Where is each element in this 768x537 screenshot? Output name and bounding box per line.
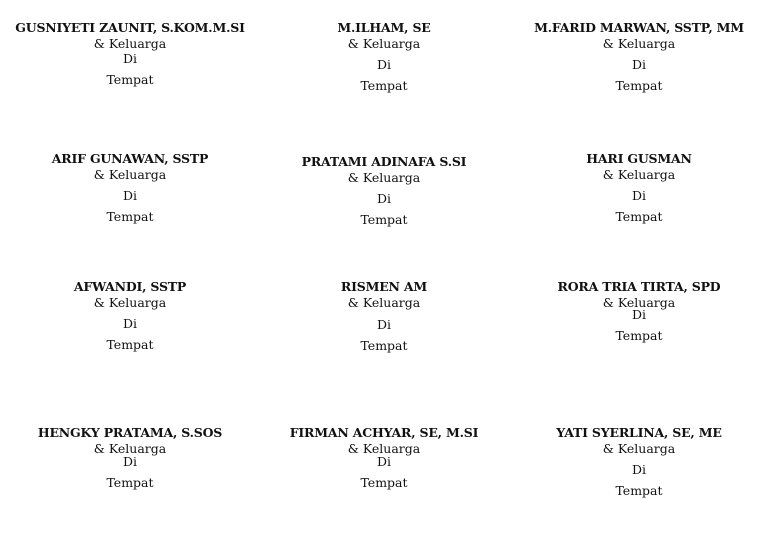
place-line: Tempat — [360, 77, 408, 93]
recipient-name: M.FARID MARWAN, SSTP, MM — [534, 20, 744, 35]
family-line: & Keluarga — [93, 440, 167, 456]
place-line: Tempat — [106, 474, 154, 490]
place-line: Tempat — [615, 327, 663, 343]
di-line: Di — [376, 191, 392, 206]
place-line: Tempat — [615, 482, 663, 498]
di-line: Di — [376, 454, 392, 469]
place-line: Tempat — [615, 208, 663, 224]
di-line: Di — [376, 57, 392, 72]
address-label — [256, 279, 512, 353]
place-line: Tempat — [106, 336, 154, 352]
address-label — [2, 279, 258, 352]
address-label — [2, 20, 258, 87]
family-line: & Keluarga — [602, 294, 676, 310]
di-line: Di — [631, 462, 647, 477]
recipient-name: YATI SYERLINA, SE, ME — [556, 425, 722, 440]
di-line: Di — [122, 51, 138, 66]
family-line: & Keluarga — [602, 166, 676, 182]
family-line: & Keluarga — [602, 35, 676, 51]
recipient-name: HENGKY PRATAMA, S.SOS — [37, 425, 223, 440]
di-line: Di — [376, 317, 392, 332]
address-label — [256, 425, 512, 490]
family-line: & Keluarga — [347, 440, 421, 456]
family-line: & Keluarga — [347, 294, 421, 310]
address-label — [511, 151, 767, 224]
di-line: Di — [122, 316, 138, 331]
address-label — [2, 151, 258, 224]
family-line: & Keluarga — [93, 294, 167, 310]
di-line: Di — [631, 307, 647, 322]
recipient-name: PRATAMI ADINAFA S.SI — [301, 154, 467, 169]
address-label — [511, 20, 767, 93]
family-line: & Keluarga — [347, 169, 421, 185]
recipient-name: AFWANDI, SSTP — [73, 279, 187, 294]
place-line: Tempat — [106, 71, 154, 87]
recipient-name: M.ILHAM, SE — [337, 20, 431, 35]
family-line: & Keluarga — [93, 166, 167, 182]
recipient-name: GUSNIYETI ZAUNIT, S.KOM.M.SI — [15, 20, 245, 35]
di-line: Di — [631, 188, 647, 203]
place-line: Tempat — [360, 211, 408, 227]
address-label — [511, 279, 767, 343]
family-line: & Keluarga — [602, 440, 676, 456]
place-line: Tempat — [615, 77, 663, 93]
place-line: Tempat — [360, 474, 408, 490]
recipient-name: RORA TRIA TIRTA, SPD — [557, 279, 721, 294]
di-line: Di — [122, 454, 138, 469]
di-line: Di — [631, 57, 647, 72]
place-line: Tempat — [106, 208, 154, 224]
address-label — [511, 425, 767, 498]
family-line: & Keluarga — [347, 35, 421, 51]
recipient-name: HARI GUSMAN — [586, 151, 692, 166]
address-label — [256, 20, 512, 93]
di-line: Di — [122, 188, 138, 203]
recipient-name: FIRMAN ACHYAR, SE, M.SI — [289, 425, 479, 440]
address-label — [2, 425, 258, 490]
family-line: & Keluarga — [93, 35, 167, 51]
place-line: Tempat — [360, 337, 408, 353]
recipient-name: RISMEN AM — [340, 279, 428, 294]
address-label — [256, 154, 512, 227]
recipient-name: ARIF GUNAWAN, SSTP — [51, 151, 209, 166]
